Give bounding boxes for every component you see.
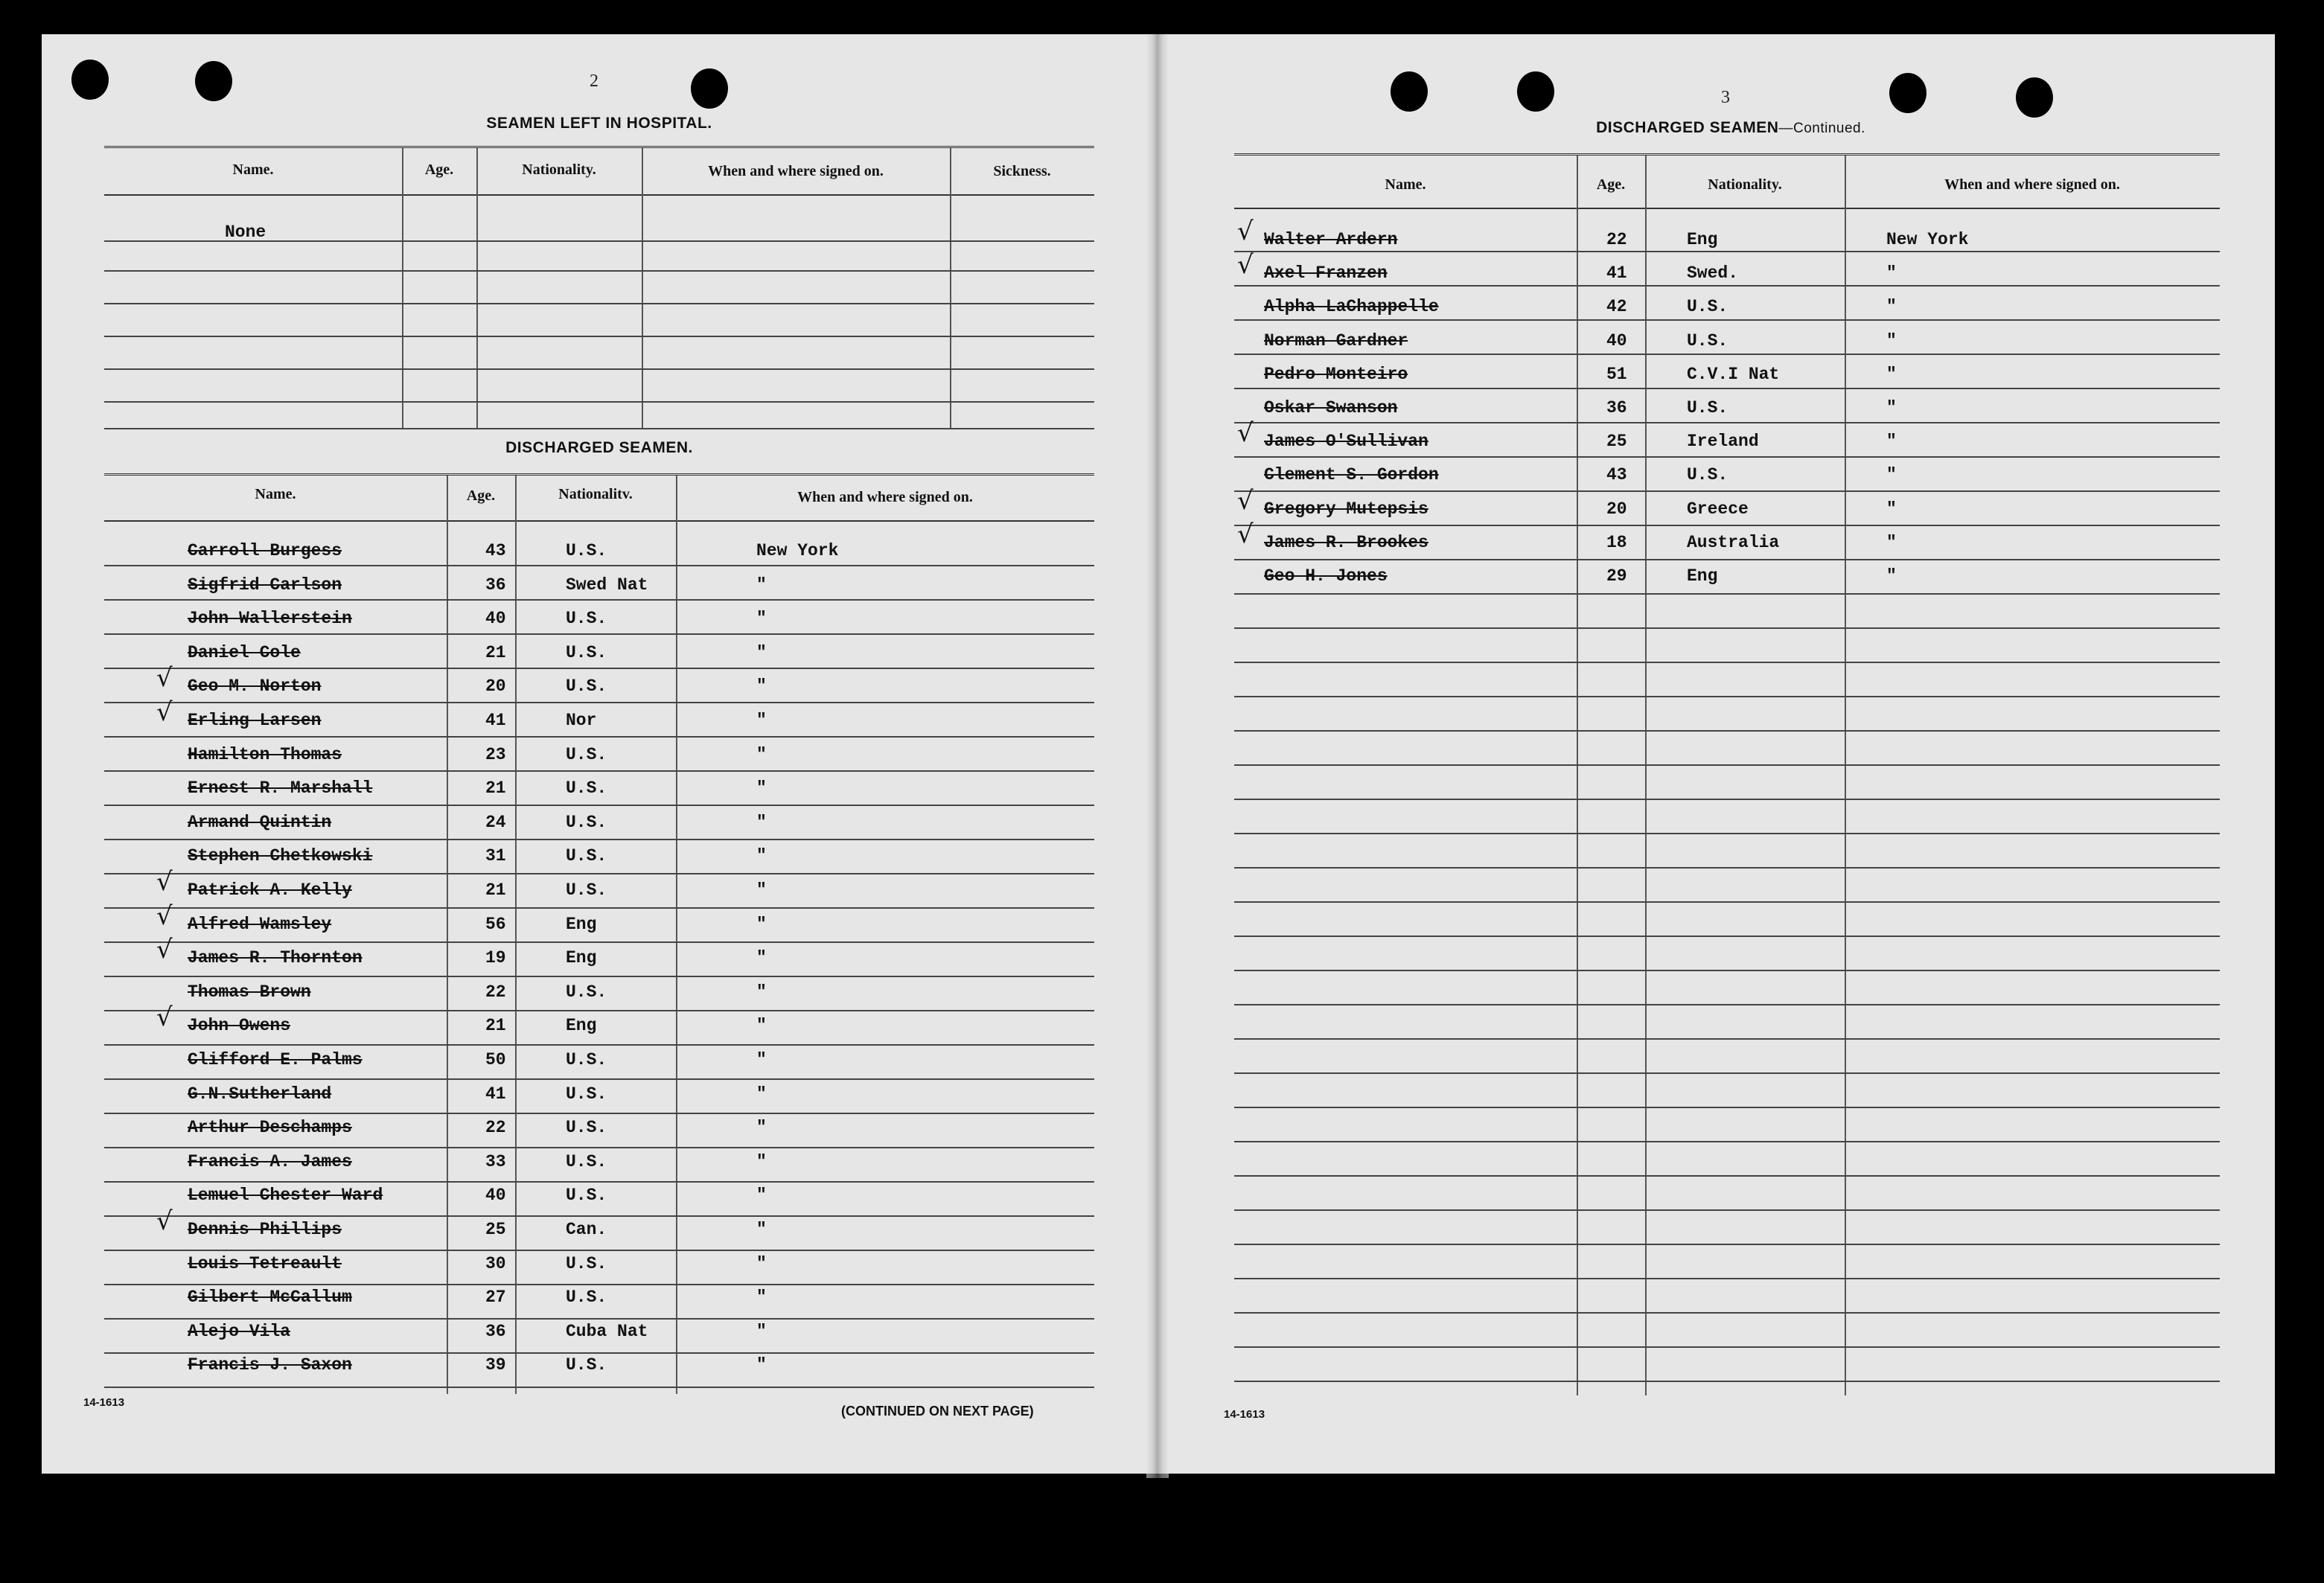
row-rule bbox=[1234, 970, 2220, 971]
seaman-nationality: Swed Nat bbox=[566, 575, 648, 595]
col-signed-header: When and where signed on. bbox=[708, 163, 884, 179]
table-row bbox=[104, 813, 1094, 835]
seaman-age: 29 bbox=[1606, 566, 1627, 586]
check-mark-icon: √ bbox=[156, 901, 173, 931]
row-rule bbox=[104, 1113, 1094, 1114]
seaman-age: 42 bbox=[1606, 297, 1627, 317]
table-row bbox=[1234, 250, 2220, 286]
seaman-name: Norman Gardner bbox=[1264, 330, 1408, 351]
table-row bbox=[1234, 418, 2220, 454]
row-rule bbox=[1234, 525, 2220, 526]
col-signed-header: When and where signed on. bbox=[797, 489, 973, 505]
seaman-age: 40 bbox=[1606, 330, 1627, 351]
check-mark-icon: √ bbox=[1237, 418, 1254, 449]
seaman-signed-on: New York bbox=[756, 541, 839, 560]
table-row bbox=[104, 1206, 1094, 1242]
check-mark-icon: √ bbox=[1237, 250, 1254, 281]
row-rule bbox=[1234, 1004, 2220, 1005]
row-rule bbox=[104, 1284, 1094, 1285]
seaman-nationality: Australia bbox=[1687, 532, 1780, 552]
row-rule bbox=[1234, 764, 2220, 766]
row-rule bbox=[1234, 1381, 2220, 1382]
seaman-nationality: U.S. bbox=[566, 812, 607, 832]
check-mark-icon: √ bbox=[156, 935, 173, 965]
seaman-nationality: Eng bbox=[1687, 566, 1718, 586]
seaman-name: G.N.Sutherland bbox=[188, 1084, 332, 1104]
hospital-table bbox=[104, 146, 1094, 429]
seaman-nationality: U.S. bbox=[566, 1084, 607, 1104]
seaman-age: 30 bbox=[485, 1253, 506, 1273]
row-rule bbox=[1234, 1209, 2220, 1211]
row-rule bbox=[1234, 1107, 2220, 1108]
seaman-age: 22 bbox=[485, 1118, 506, 1138]
seaman-age: 41 bbox=[1606, 263, 1627, 284]
seaman-name: Alejo Vila bbox=[188, 1321, 291, 1341]
seaman-age: 23 bbox=[485, 744, 506, 764]
seaman-signed-on: " bbox=[1886, 532, 1897, 552]
seaman-nationality: Eng bbox=[566, 1016, 597, 1036]
seaman-nationality: C.V.I Nat bbox=[1687, 364, 1780, 384]
seaman-signed-on: " bbox=[756, 1321, 767, 1341]
seaman-age: 21 bbox=[485, 642, 506, 662]
row-rule bbox=[104, 839, 1094, 840]
row-rule bbox=[1234, 662, 2220, 663]
seaman-signed-on: " bbox=[1886, 330, 1897, 351]
row-rule bbox=[1234, 559, 2220, 560]
seaman-signed-on: " bbox=[756, 1186, 767, 1206]
seaman-age: 41 bbox=[485, 1084, 506, 1104]
row-rule bbox=[104, 336, 1094, 337]
row-rule bbox=[104, 599, 1094, 601]
seaman-name: Carroll Burgess bbox=[188, 541, 342, 560]
seaman-signed-on: " bbox=[756, 711, 767, 730]
table-row bbox=[104, 541, 1094, 563]
seaman-age: 27 bbox=[485, 1288, 506, 1308]
seaman-signed-on: " bbox=[756, 575, 767, 595]
row-rule bbox=[104, 1250, 1094, 1251]
seaman-name: John Wallerstein bbox=[188, 609, 352, 629]
row-rule bbox=[1234, 730, 2220, 732]
row-rule bbox=[104, 565, 1094, 566]
check-mark-icon: √ bbox=[156, 1206, 173, 1236]
seaman-signed-on: " bbox=[756, 914, 767, 934]
seaman-age: 41 bbox=[485, 711, 506, 730]
table-row bbox=[1234, 331, 2220, 354]
seaman-nationality: U.S. bbox=[1687, 330, 1728, 351]
seaman-nationality: U.S. bbox=[1687, 398, 1728, 418]
seaman-name: Arthur Deschamps bbox=[188, 1118, 352, 1138]
row-rule bbox=[104, 805, 1094, 806]
seaman-age: 36 bbox=[485, 575, 506, 595]
seaman-age: 25 bbox=[1606, 432, 1627, 452]
hospital-entry bbox=[104, 223, 1094, 245]
seaman-signed-on: " bbox=[756, 1253, 767, 1273]
seaman-age: 43 bbox=[485, 541, 506, 560]
seaman-name: John Owens bbox=[188, 1016, 291, 1036]
table-row bbox=[104, 1355, 1094, 1378]
row-rule bbox=[1234, 1038, 2220, 1040]
table-row bbox=[104, 1186, 1094, 1208]
row-rule bbox=[104, 270, 1094, 272]
row-rule bbox=[104, 1078, 1094, 1080]
table-row bbox=[104, 867, 1094, 903]
row-rule bbox=[104, 401, 1094, 403]
row-rule bbox=[104, 428, 1094, 429]
row-rule bbox=[104, 1010, 1094, 1011]
seaman-age: 20 bbox=[1606, 499, 1627, 519]
row-rule bbox=[1234, 627, 2220, 629]
seaman-nationality: U.S. bbox=[1687, 465, 1728, 485]
seaman-signed-on: " bbox=[756, 609, 767, 629]
seaman-nationality: U.S. bbox=[566, 1151, 607, 1171]
table-row bbox=[1234, 519, 2220, 555]
hospital-none-text: None bbox=[225, 223, 266, 242]
table-row bbox=[104, 575, 1094, 598]
seaman-name: James O'Sullivan bbox=[1264, 432, 1428, 452]
continued-note: (CONTINUED ON NEXT PAGE) bbox=[841, 1404, 1034, 1419]
seaman-signed-on: " bbox=[1886, 465, 1897, 485]
check-mark-icon: √ bbox=[1237, 217, 1254, 246]
seaman-name: Walter Ardern bbox=[1264, 230, 1398, 249]
table-row bbox=[104, 1322, 1094, 1344]
row-rule bbox=[1234, 1312, 2220, 1314]
row-rule bbox=[1234, 456, 2220, 458]
seaman-signed-on: " bbox=[756, 1151, 767, 1171]
row-rule bbox=[1234, 1278, 2220, 1279]
seaman-nationality: Cuba Nat bbox=[566, 1321, 648, 1341]
row-rule bbox=[1234, 490, 2220, 492]
seaman-name: Louis Tetreault bbox=[188, 1253, 342, 1273]
table-row bbox=[104, 643, 1094, 665]
seaman-signed-on: " bbox=[1886, 499, 1897, 519]
seaman-age: 25 bbox=[485, 1220, 506, 1239]
seaman-name: Axel Franzen bbox=[1264, 263, 1388, 284]
seaman-nationality: U.S. bbox=[566, 846, 607, 866]
row-rule bbox=[1234, 936, 2220, 937]
seaman-name: Alpha LaChappelle bbox=[1264, 297, 1439, 317]
row-rule bbox=[1234, 696, 2220, 697]
table-row bbox=[104, 846, 1094, 869]
seaman-name: Clement S. Gordon bbox=[1264, 465, 1439, 485]
right-page-number: 3 bbox=[1721, 88, 1730, 107]
hospital-table-header bbox=[104, 148, 1094, 196]
row-rule bbox=[104, 976, 1094, 977]
check-mark-icon: √ bbox=[156, 1002, 173, 1033]
row-rule bbox=[104, 668, 1094, 669]
seaman-age: 39 bbox=[485, 1355, 506, 1375]
seaman-name: Armand Quintin bbox=[188, 812, 332, 832]
seaman-signed-on: " bbox=[1886, 432, 1897, 452]
row-rule bbox=[104, 303, 1094, 304]
row-rule bbox=[104, 1181, 1094, 1183]
seaman-name: Clifford E. Palms bbox=[188, 1050, 363, 1069]
seaman-age: 24 bbox=[485, 812, 506, 832]
table-row bbox=[104, 1050, 1094, 1072]
punch-hole bbox=[691, 68, 728, 109]
seaman-name: Erling Larsen bbox=[188, 711, 322, 730]
seaman-nationality: U.S. bbox=[566, 982, 607, 1002]
seaman-nationality: U.S. bbox=[566, 677, 607, 697]
seaman-nationality: U.S. bbox=[566, 744, 607, 764]
punch-hole bbox=[2016, 77, 2053, 118]
seaman-age: 21 bbox=[485, 778, 506, 799]
seaman-signed-on: " bbox=[756, 1050, 767, 1069]
seaman-age: 51 bbox=[1606, 364, 1627, 384]
seaman-signed-on: " bbox=[1886, 398, 1897, 418]
punch-hole bbox=[1391, 71, 1428, 112]
continued-suffix: —Continued. bbox=[1778, 121, 1865, 136]
seaman-age: 18 bbox=[1606, 532, 1627, 552]
row-rule bbox=[104, 1147, 1094, 1148]
seaman-age: 21 bbox=[485, 880, 506, 900]
seaman-nationality: U.S. bbox=[566, 609, 607, 629]
discharged-section-title: DISCHARGED SEAMEN. bbox=[505, 439, 693, 456]
row-rule bbox=[104, 1318, 1094, 1320]
col-name-header: Name. bbox=[232, 162, 274, 178]
row-rule bbox=[104, 873, 1094, 874]
seaman-age: 20 bbox=[485, 677, 506, 697]
hospital-section-title: SEAMEN LEFT IN HOSPITAL. bbox=[486, 115, 712, 132]
column-divider bbox=[950, 148, 951, 429]
seaman-signed-on: " bbox=[756, 1118, 767, 1138]
seaman-age: 22 bbox=[1606, 230, 1627, 249]
seaman-name: Geo M. Norton bbox=[188, 677, 322, 697]
seaman-nationality: Can. bbox=[566, 1220, 607, 1239]
seaman-nationality: Nor bbox=[566, 711, 597, 730]
col-nationality-header: Nationality. bbox=[1708, 176, 1782, 193]
punch-hole bbox=[195, 61, 232, 101]
seaman-nationality: Eng bbox=[1687, 230, 1718, 249]
seaman-signed-on: " bbox=[756, 1084, 767, 1104]
seaman-age: 40 bbox=[485, 1186, 506, 1206]
seaman-nationality: Eng bbox=[566, 914, 597, 934]
row-rule bbox=[1234, 799, 2220, 800]
punch-hole bbox=[1889, 73, 1926, 113]
table-row bbox=[104, 697, 1094, 733]
row-rule bbox=[104, 736, 1094, 738]
seaman-signed-on: " bbox=[1886, 263, 1897, 284]
seaman-age: 40 bbox=[485, 609, 506, 629]
discharged-continued-title bbox=[1236, 119, 2226, 137]
seaman-nationality: U.S. bbox=[566, 642, 607, 662]
seaman-signed-on: " bbox=[1886, 364, 1897, 384]
column-divider bbox=[476, 148, 478, 429]
row-rule bbox=[104, 633, 1094, 635]
seaman-signed-on: " bbox=[756, 677, 767, 697]
table-row bbox=[104, 901, 1094, 937]
seaman-nationality: U.S. bbox=[566, 778, 607, 799]
check-mark-icon: √ bbox=[1237, 519, 1254, 549]
seaman-signed-on: " bbox=[756, 1220, 767, 1239]
seaman-nationality: U.S. bbox=[566, 1253, 607, 1273]
table-row bbox=[1234, 217, 2220, 252]
row-rule bbox=[1234, 867, 2220, 869]
punch-hole bbox=[71, 60, 109, 100]
table-row bbox=[1234, 465, 2220, 487]
row-rule bbox=[1234, 1141, 2220, 1142]
punch-hole bbox=[1517, 71, 1554, 112]
col-signed-header: When and where signed on. bbox=[1944, 176, 2120, 193]
seaman-name: Thomas Brown bbox=[188, 982, 311, 1002]
check-mark-icon: √ bbox=[156, 663, 173, 694]
seaman-name: Dennis Phillips bbox=[188, 1220, 342, 1239]
table-row bbox=[104, 663, 1094, 699]
table-row bbox=[104, 1254, 1094, 1276]
col-age-header: Age. bbox=[424, 162, 454, 178]
table-row bbox=[104, 1002, 1094, 1038]
seaman-nationality: U.S. bbox=[566, 880, 607, 900]
row-rule bbox=[1234, 1072, 2220, 1074]
seaman-signed-on: " bbox=[756, 778, 767, 799]
seaman-signed-on: " bbox=[756, 812, 767, 832]
seaman-nationality: U.S. bbox=[566, 1118, 607, 1138]
col-nationality-header: Nationality. bbox=[522, 162, 596, 178]
row-rule bbox=[1234, 354, 2220, 355]
seaman-name: Hamilton Thomas bbox=[188, 744, 342, 764]
seaman-nationality: Greece bbox=[1687, 499, 1749, 519]
discharged-table-header bbox=[104, 476, 1094, 522]
seaman-name: Stephen Chetkowski bbox=[188, 846, 373, 866]
seaman-name: Sigfrid Carlson bbox=[188, 575, 342, 595]
table-row bbox=[104, 1118, 1094, 1140]
column-divider bbox=[402, 148, 403, 429]
table-row bbox=[104, 609, 1094, 631]
row-rule bbox=[1234, 422, 2220, 423]
seaman-name: Ernest R. Marshall bbox=[188, 778, 373, 799]
seaman-age: 36 bbox=[1606, 398, 1627, 418]
table-row bbox=[104, 778, 1094, 801]
seaman-name: Pedro Monteiro bbox=[1264, 364, 1408, 384]
discharged-table bbox=[104, 473, 1094, 1394]
seaman-nationality: U.S. bbox=[566, 1050, 607, 1069]
seaman-name: Alfred Wamsley bbox=[188, 914, 332, 934]
seaman-nationality: Ireland bbox=[1687, 432, 1759, 452]
col-age-header: Age. bbox=[1596, 176, 1626, 193]
seaman-age: 31 bbox=[485, 846, 506, 866]
seaman-name: Francis J. Saxon bbox=[188, 1355, 352, 1375]
seaman-name: James R. Brookes bbox=[1264, 532, 1428, 552]
seaman-nationality: U.S. bbox=[566, 1288, 607, 1308]
table-row bbox=[104, 1152, 1094, 1174]
form-number: 14-1613 bbox=[1224, 1408, 1265, 1421]
left-page-number: 2 bbox=[590, 71, 598, 91]
seaman-age: 56 bbox=[485, 914, 506, 934]
col-name-header: Name. bbox=[1385, 176, 1426, 193]
col-sickness-header: Sickness. bbox=[993, 163, 1051, 179]
seaman-age: 43 bbox=[1606, 465, 1627, 485]
seaman-nationality: Eng bbox=[566, 948, 597, 968]
row-rule bbox=[104, 1352, 1094, 1354]
seaman-name: Francis A. James bbox=[188, 1151, 352, 1171]
row-rule bbox=[1234, 833, 2220, 834]
form-number: 14-1613 bbox=[83, 1396, 125, 1409]
seaman-nationality: U.S. bbox=[566, 541, 607, 560]
seaman-signed-on: " bbox=[756, 1355, 767, 1375]
table-row bbox=[104, 935, 1094, 970]
seaman-signed-on: " bbox=[756, 1016, 767, 1036]
seaman-name: Lemuel Chester Ward bbox=[188, 1186, 383, 1206]
row-rule bbox=[104, 907, 1094, 909]
seaman-age: 36 bbox=[485, 1321, 506, 1341]
seaman-age: 50 bbox=[485, 1050, 506, 1069]
row-rule bbox=[104, 368, 1094, 370]
row-rule bbox=[104, 1215, 1094, 1217]
seaman-signed-on: " bbox=[1886, 297, 1897, 317]
seaman-age: 22 bbox=[485, 982, 506, 1002]
seaman-nationality: U.S. bbox=[1687, 297, 1728, 317]
row-rule bbox=[104, 1387, 1094, 1388]
seaman-signed-on: " bbox=[756, 982, 767, 1002]
row-rule bbox=[1234, 901, 2220, 903]
seaman-signed-on: " bbox=[756, 642, 767, 662]
discharged-continued-title-text: DISCHARGED SEAMEN bbox=[1596, 119, 1779, 136]
seaman-signed-on: " bbox=[756, 744, 767, 764]
table-row bbox=[104, 1288, 1094, 1310]
seaman-nationality: U.S. bbox=[566, 1355, 607, 1375]
seaman-name: Patrick A. Kelly bbox=[188, 880, 352, 900]
row-rule bbox=[1234, 1175, 2220, 1177]
table-row bbox=[1234, 485, 2220, 522]
row-rule bbox=[104, 770, 1094, 772]
row-rule bbox=[1234, 388, 2220, 389]
discharged-continued-header bbox=[1234, 156, 2220, 209]
seaman-name: Geo H. Jones bbox=[1264, 566, 1388, 586]
col-name-header: Name. bbox=[255, 486, 296, 502]
column-divider bbox=[642, 148, 643, 429]
seaman-signed-on: " bbox=[756, 1288, 767, 1308]
seaman-age: 19 bbox=[485, 948, 506, 968]
seaman-signed-on: " bbox=[756, 880, 767, 900]
seaman-signed-on: New York bbox=[1886, 230, 1969, 249]
page-fold bbox=[1146, 34, 1169, 1478]
col-nationality-header: Nationalitv. bbox=[558, 486, 633, 502]
check-mark-icon: √ bbox=[1237, 485, 1254, 516]
check-mark-icon: √ bbox=[156, 867, 173, 897]
table-row bbox=[104, 745, 1094, 767]
row-rule bbox=[1234, 1244, 2220, 1245]
table-row bbox=[104, 1084, 1094, 1107]
table-row bbox=[1234, 297, 2220, 319]
seaman-name: Daniel Cole bbox=[188, 642, 301, 662]
table-row bbox=[1234, 566, 2220, 589]
seaman-signed-on: " bbox=[1886, 566, 1897, 586]
row-rule bbox=[104, 941, 1094, 943]
discharged-continued-table bbox=[1234, 153, 2220, 1395]
table-row bbox=[1234, 398, 2220, 420]
seaman-name: James R. Thornton bbox=[188, 948, 363, 968]
row-rule bbox=[104, 1044, 1094, 1046]
seaman-nationality: U.S. bbox=[566, 1186, 607, 1206]
row-rule bbox=[1234, 593, 2220, 595]
row-rule bbox=[104, 702, 1094, 703]
seaman-nationality: Swed. bbox=[1687, 263, 1739, 284]
table-row bbox=[104, 982, 1094, 1005]
seaman-name: Oskar Swanson bbox=[1264, 398, 1398, 418]
seaman-signed-on: " bbox=[756, 948, 767, 968]
row-rule bbox=[1234, 1346, 2220, 1348]
check-mark-icon: √ bbox=[156, 697, 173, 727]
seaman-age: 21 bbox=[485, 1016, 506, 1036]
seaman-name: Gregory Mutepsis bbox=[1264, 499, 1428, 519]
seaman-age: 33 bbox=[485, 1151, 506, 1171]
seaman-signed-on: " bbox=[756, 846, 767, 866]
table-row bbox=[1234, 365, 2220, 387]
col-age-header: Age. bbox=[466, 487, 496, 504]
seaman-name: Gilbert McCallum bbox=[188, 1288, 352, 1308]
